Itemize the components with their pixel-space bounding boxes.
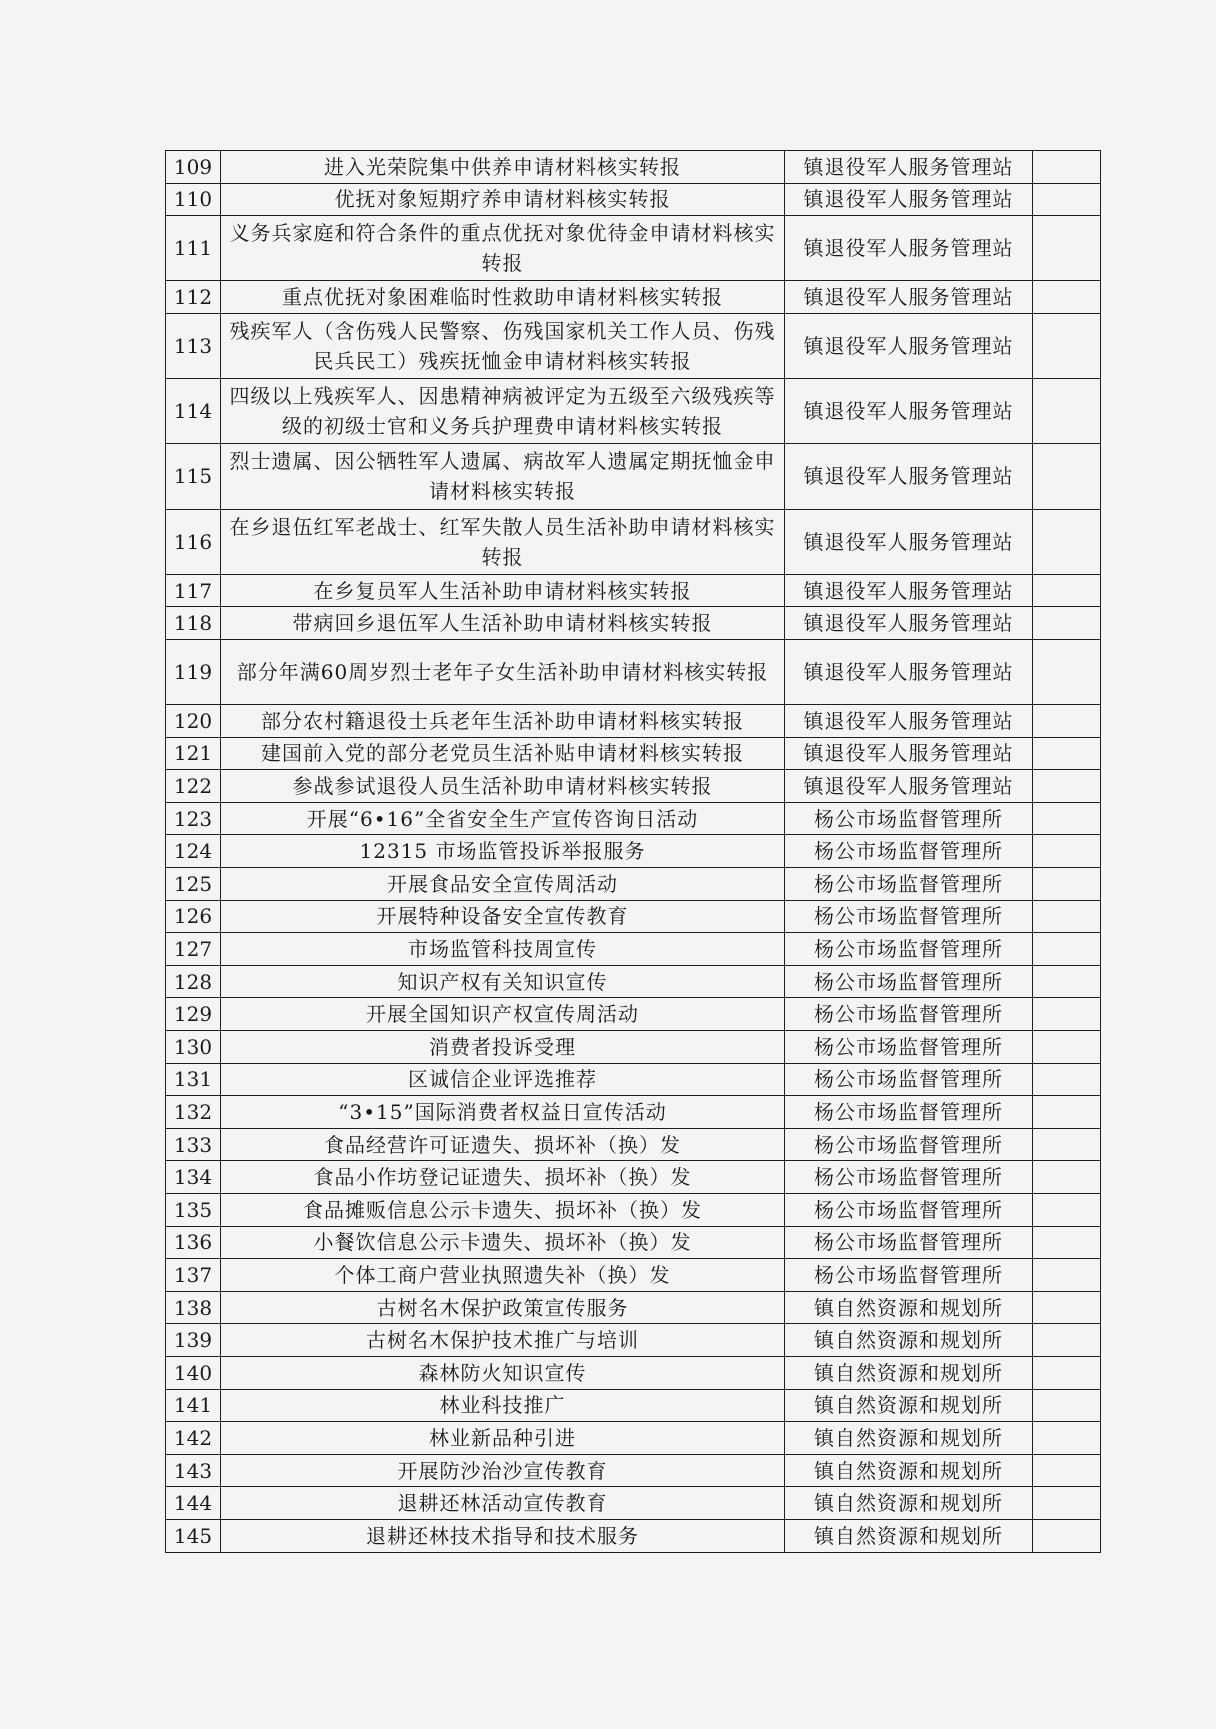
service-item: 义务兵家庭和符合条件的重点优抚对象优待金申请材料核实转报 <box>221 216 785 281</box>
responsible-dept: 镇退役军人服务管理站 <box>785 151 1033 184</box>
blank-cell <box>1033 281 1101 314</box>
responsible-dept: 杨公市场监督管理所 <box>785 1161 1033 1194</box>
service-item: 林业新品种引进 <box>221 1422 785 1455</box>
responsible-dept: 镇退役军人服务管理站 <box>785 639 1033 704</box>
service-item: 开展全国知识产权宣传周活动 <box>221 998 785 1031</box>
service-item: 部分年满60周岁烈士老年子女生活补助申请材料核实转报 <box>221 639 785 704</box>
responsible-dept: 镇退役军人服务管理站 <box>785 770 1033 803</box>
table-row <box>166 1324 1101 1357</box>
table-row <box>166 1226 1101 1259</box>
row-number: 143 <box>166 1454 221 1487</box>
table-row <box>166 1291 1101 1324</box>
blank-cell <box>1033 607 1101 640</box>
responsible-dept: 杨公市场监督管理所 <box>785 802 1033 835</box>
blank-cell <box>1033 1259 1101 1292</box>
service-item: 四级以上残疾军人、因患精神病被评定为五级至六级残疾等级的初级士官和义务兵护理费申请材料核实转报 <box>221 379 785 444</box>
blank-cell <box>1033 1454 1101 1487</box>
blank-cell <box>1033 574 1101 607</box>
responsible-dept: 镇退役军人服务管理站 <box>785 737 1033 770</box>
responsible-dept: 杨公市场监督管理所 <box>785 1031 1033 1064</box>
row-number: 134 <box>166 1161 221 1194</box>
responsible-dept: 镇自然资源和规划所 <box>785 1389 1033 1422</box>
responsible-dept: 杨公市场监督管理所 <box>785 1259 1033 1292</box>
table-row <box>166 639 1101 704</box>
table-row <box>166 770 1101 803</box>
service-item: 部分农村籍退役士兵老年生活补助申请材料核实转报 <box>221 705 785 738</box>
row-number: 131 <box>166 1063 221 1096</box>
service-item: 建国前入党的部分老党员生活补贴申请材料核实转报 <box>221 737 785 770</box>
service-item: 开展食品安全宣传周活动 <box>221 868 785 901</box>
responsible-dept: 镇退役军人服务管理站 <box>785 281 1033 314</box>
row-number: 119 <box>166 639 221 704</box>
blank-cell <box>1033 1096 1101 1129</box>
blank-cell <box>1033 1161 1101 1194</box>
service-list-table <box>165 150 1101 1553</box>
row-number: 135 <box>166 1194 221 1227</box>
row-number: 140 <box>166 1356 221 1389</box>
table-row <box>166 1128 1101 1161</box>
service-item: 残疾军人（含伤残人民警察、伤残国家机关工作人员、伤残民兵民工）残疾抚恤金申请材料核实转报 <box>221 313 785 378</box>
blank-cell <box>1033 1194 1101 1227</box>
responsible-dept: 镇退役军人服务管理站 <box>785 607 1033 640</box>
responsible-dept: 杨公市场监督管理所 <box>785 965 1033 998</box>
responsible-dept: 杨公市场监督管理所 <box>785 1128 1033 1161</box>
table-row <box>166 835 1101 868</box>
row-number: 127 <box>166 933 221 966</box>
responsible-dept: 镇退役军人服务管理站 <box>785 444 1033 509</box>
table-row <box>166 151 1101 184</box>
service-item: 古树名木保护技术推广与培训 <box>221 1324 785 1357</box>
table-row <box>166 802 1101 835</box>
service-item: 参战参试退役人员生活补助申请材料核实转报 <box>221 770 785 803</box>
service-item: 区诚信企业评选推荐 <box>221 1063 785 1096</box>
blank-cell <box>1033 1422 1101 1455</box>
responsible-dept: 杨公市场监督管理所 <box>785 933 1033 966</box>
table-body <box>166 151 1101 1553</box>
row-number: 123 <box>166 802 221 835</box>
row-number: 116 <box>166 509 221 574</box>
blank-cell <box>1033 1487 1101 1520</box>
responsible-dept: 镇自然资源和规划所 <box>785 1356 1033 1389</box>
responsible-dept: 镇自然资源和规划所 <box>785 1487 1033 1520</box>
responsible-dept: 杨公市场监督管理所 <box>785 1096 1033 1129</box>
table-row <box>166 1389 1101 1422</box>
service-item: 食品经营许可证遗失、损坏补（换）发 <box>221 1128 785 1161</box>
service-item: 市场监管科技周宣传 <box>221 933 785 966</box>
service-item: 12315 市场监管投诉举报服务 <box>221 835 785 868</box>
row-number: 114 <box>166 379 221 444</box>
row-number: 112 <box>166 281 221 314</box>
service-item: 消费者投诉受理 <box>221 1031 785 1064</box>
blank-cell <box>1033 379 1101 444</box>
blank-cell <box>1033 965 1101 998</box>
row-number: 120 <box>166 705 221 738</box>
responsible-dept: 杨公市场监督管理所 <box>785 835 1033 868</box>
blank-cell <box>1033 1031 1101 1064</box>
service-item: 知识产权有关知识宣传 <box>221 965 785 998</box>
table-row <box>166 1063 1101 1096</box>
table-row <box>166 183 1101 216</box>
blank-cell <box>1033 1291 1101 1324</box>
blank-cell <box>1033 1128 1101 1161</box>
table-row <box>166 1194 1101 1227</box>
responsible-dept: 镇退役军人服务管理站 <box>785 379 1033 444</box>
table-row <box>166 1454 1101 1487</box>
row-number: 111 <box>166 216 221 281</box>
row-number: 136 <box>166 1226 221 1259</box>
row-number: 122 <box>166 770 221 803</box>
blank-cell <box>1033 1063 1101 1096</box>
responsible-dept: 镇自然资源和规划所 <box>785 1519 1033 1552</box>
responsible-dept: 杨公市场监督管理所 <box>785 1226 1033 1259</box>
blank-cell <box>1033 1324 1101 1357</box>
service-item: 烈士遗属、因公牺牲军人遗属、病故军人遗属定期抚恤金申请材料核实转报 <box>221 444 785 509</box>
blank-cell <box>1033 933 1101 966</box>
service-item: 个体工商户营业执照遗失补（换）发 <box>221 1259 785 1292</box>
row-number: 113 <box>166 313 221 378</box>
blank-cell <box>1033 509 1101 574</box>
blank-cell <box>1033 1356 1101 1389</box>
table-row <box>166 1031 1101 1064</box>
responsible-dept: 杨公市场监督管理所 <box>785 998 1033 1031</box>
row-number: 132 <box>166 1096 221 1129</box>
service-item: 食品小作坊登记证遗失、损坏补（换）发 <box>221 1161 785 1194</box>
responsible-dept: 镇自然资源和规划所 <box>785 1324 1033 1357</box>
service-item: 林业科技推广 <box>221 1389 785 1422</box>
row-number: 118 <box>166 607 221 640</box>
table-row <box>166 607 1101 640</box>
row-number: 128 <box>166 965 221 998</box>
blank-cell <box>1033 313 1101 378</box>
row-number: 124 <box>166 835 221 868</box>
table-row <box>166 737 1101 770</box>
service-item: 进入光荣院集中供养申请材料核实转报 <box>221 151 785 184</box>
table-row <box>166 998 1101 1031</box>
service-item: 开展防沙治沙宣传教育 <box>221 1454 785 1487</box>
table-row <box>166 574 1101 607</box>
blank-cell <box>1033 1226 1101 1259</box>
table-row <box>166 313 1101 378</box>
row-number: 115 <box>166 444 221 509</box>
table-row <box>166 281 1101 314</box>
blank-cell <box>1033 183 1101 216</box>
blank-cell <box>1033 998 1101 1031</box>
row-number: 139 <box>166 1324 221 1357</box>
table-row <box>166 1487 1101 1520</box>
responsible-dept: 杨公市场监督管理所 <box>785 868 1033 901</box>
row-number: 125 <box>166 868 221 901</box>
row-number: 133 <box>166 1128 221 1161</box>
responsible-dept: 镇退役军人服务管理站 <box>785 216 1033 281</box>
table-row <box>166 1519 1101 1552</box>
service-item: 在乡复员军人生活补助申请材料核实转报 <box>221 574 785 607</box>
table-row <box>166 705 1101 738</box>
table-row <box>166 1422 1101 1455</box>
blank-cell <box>1033 1389 1101 1422</box>
row-number: 121 <box>166 737 221 770</box>
responsible-dept: 镇退役军人服务管理站 <box>785 705 1033 738</box>
row-number: 129 <box>166 998 221 1031</box>
row-number: 141 <box>166 1389 221 1422</box>
row-number: 117 <box>166 574 221 607</box>
table-row <box>166 216 1101 281</box>
responsible-dept: 镇退役军人服务管理站 <box>785 313 1033 378</box>
blank-cell <box>1033 1519 1101 1552</box>
table-row <box>166 379 1101 444</box>
row-number: 110 <box>166 183 221 216</box>
row-number: 137 <box>166 1259 221 1292</box>
service-item: 开展“6•16”全省安全生产宣传咨询日活动 <box>221 802 785 835</box>
service-item: 开展特种设备安全宣传教育 <box>221 900 785 933</box>
responsible-dept: 镇退役军人服务管理站 <box>785 574 1033 607</box>
row-number: 126 <box>166 900 221 933</box>
service-item: 食品摊贩信息公示卡遗失、损坏补（换）发 <box>221 1194 785 1227</box>
row-number: 109 <box>166 151 221 184</box>
responsible-dept: 镇退役军人服务管理站 <box>785 509 1033 574</box>
table-row <box>166 1161 1101 1194</box>
table-row <box>166 900 1101 933</box>
blank-cell <box>1033 216 1101 281</box>
blank-cell <box>1033 835 1101 868</box>
table-row <box>166 965 1101 998</box>
service-item: 在乡退伍红军老战士、红军失散人员生活补助申请材料核实转报 <box>221 509 785 574</box>
blank-cell <box>1033 900 1101 933</box>
table-row <box>166 1356 1101 1389</box>
service-item: 小餐饮信息公示卡遗失、损坏补（换）发 <box>221 1226 785 1259</box>
row-number: 138 <box>166 1291 221 1324</box>
responsible-dept: 镇自然资源和规划所 <box>785 1291 1033 1324</box>
service-item: 优抚对象短期疗养申请材料核实转报 <box>221 183 785 216</box>
blank-cell <box>1033 737 1101 770</box>
service-item: 带病回乡退伍军人生活补助申请材料核实转报 <box>221 607 785 640</box>
responsible-dept: 镇退役军人服务管理站 <box>785 183 1033 216</box>
row-number: 145 <box>166 1519 221 1552</box>
row-number: 130 <box>166 1031 221 1064</box>
blank-cell <box>1033 705 1101 738</box>
service-item: 森林防火知识宣传 <box>221 1356 785 1389</box>
row-number: 144 <box>166 1487 221 1520</box>
blank-cell <box>1033 802 1101 835</box>
responsible-dept: 杨公市场监督管理所 <box>785 900 1033 933</box>
table-row <box>166 1096 1101 1129</box>
responsible-dept: 镇自然资源和规划所 <box>785 1454 1033 1487</box>
blank-cell <box>1033 770 1101 803</box>
responsible-dept: 杨公市场监督管理所 <box>785 1063 1033 1096</box>
table-row <box>166 1259 1101 1292</box>
service-item: 退耕还林技术指导和技术服务 <box>221 1519 785 1552</box>
service-item: 古树名木保护政策宣传服务 <box>221 1291 785 1324</box>
responsible-dept: 杨公市场监督管理所 <box>785 1194 1033 1227</box>
service-item: “3•15”国际消费者权益日宣传活动 <box>221 1096 785 1129</box>
blank-cell <box>1033 868 1101 901</box>
blank-cell <box>1033 639 1101 704</box>
table-row <box>166 933 1101 966</box>
table-row <box>166 509 1101 574</box>
service-item: 退耕还林活动宣传教育 <box>221 1487 785 1520</box>
row-number: 142 <box>166 1422 221 1455</box>
responsible-dept: 镇自然资源和规划所 <box>785 1422 1033 1455</box>
blank-cell <box>1033 151 1101 184</box>
service-item: 重点优抚对象困难临时性救助申请材料核实转报 <box>221 281 785 314</box>
blank-cell <box>1033 444 1101 509</box>
table-row <box>166 444 1101 509</box>
table-row <box>166 868 1101 901</box>
